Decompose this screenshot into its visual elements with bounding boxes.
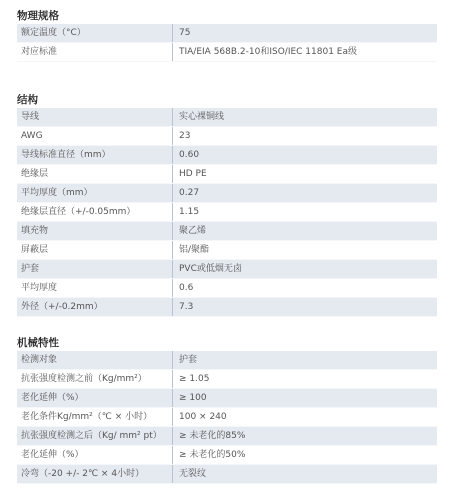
row-label: 检测对象 (17, 351, 173, 370)
row-value: 7.3 (173, 298, 438, 317)
row-label: 护套 (17, 260, 173, 279)
row-value: ≥ 1.05 (173, 370, 438, 389)
row-label: 老化延伸（%） (17, 389, 173, 408)
row-value: 0.60 (173, 146, 438, 165)
row-value: 无裂纹 (173, 465, 438, 484)
section-structure (17, 92, 437, 317)
table-row (17, 427, 437, 446)
row-label: 导线 (17, 108, 173, 127)
table-row (17, 43, 437, 62)
row-label: 绝缘层 (17, 165, 173, 184)
table-row (17, 446, 437, 465)
row-label: 对应标准 (17, 43, 173, 62)
row-value: 75 (173, 24, 438, 43)
row-value: 0.27 (173, 184, 438, 203)
table-row (17, 351, 437, 370)
row-value: TIA/EIA 568B.2-10和ISO/IEC 11801 Ea级 (173, 43, 438, 62)
row-value: HD PE (173, 165, 438, 184)
table-row (17, 389, 437, 408)
table-row (17, 184, 437, 203)
section-title: 机械特性 (17, 337, 59, 349)
row-value: 护套 (173, 351, 438, 370)
row-value: ≥ 未老化的50% (173, 446, 438, 465)
section-physical-specs (17, 8, 437, 62)
row-value: 铝/聚酯 (173, 241, 438, 260)
row-label: 额定温度（°C） (17, 24, 173, 43)
structure-table (17, 108, 437, 317)
row-value: ≥ 100 (173, 389, 438, 408)
row-label: 抗张强度检测之前（Kg/mm²） (17, 370, 173, 389)
row-label: 老化条件Kg/mm²（℃ × 小时） (17, 408, 173, 427)
table-row (17, 370, 437, 389)
section-title: 物理规格 (17, 10, 59, 22)
table-row (17, 241, 437, 260)
row-label: 导线标准直径（mm） (17, 146, 173, 165)
row-label: 冷弯（-20 +/- 2℃ × 4小时） (17, 465, 173, 484)
section-title: 结构 (17, 94, 38, 106)
table-row (17, 260, 437, 279)
row-value: 1.15 (173, 203, 438, 222)
row-label: 屏蔽层 (17, 241, 173, 260)
row-value: ≥ 未老化的85% (173, 427, 438, 446)
table-row (17, 298, 437, 317)
row-label: 外径（+/-0.2mm） (17, 298, 173, 317)
table-row (17, 408, 437, 427)
row-value: 100 × 240 (173, 408, 438, 427)
table-row (17, 222, 437, 241)
row-label: 老化延伸（%） (17, 446, 173, 465)
table-row (17, 146, 437, 165)
row-label: 平均厚度 (17, 279, 173, 298)
row-value: 实心裸铜线 (173, 108, 438, 127)
row-value: 聚乙烯 (173, 222, 438, 241)
row-label: 绝缘层直径（+/-0.05mm） (17, 203, 173, 222)
row-label: 抗张强度检测之后（Kg/ mm² pt） (17, 427, 173, 446)
section-mechanical-properties (17, 335, 437, 484)
row-label: AWG (17, 127, 173, 146)
table-row (17, 127, 437, 146)
row-label: 填充物 (17, 222, 173, 241)
row-value: 0.6 (173, 279, 438, 298)
table-row (17, 165, 437, 184)
table-row (17, 465, 437, 484)
mechanical-properties-table (17, 351, 437, 484)
table-row (17, 108, 437, 127)
table-row (17, 203, 437, 222)
row-label: 平均厚度（mm） (17, 184, 173, 203)
row-value: 23 (173, 127, 438, 146)
physical-specs-table (17, 24, 437, 62)
table-row (17, 24, 437, 43)
row-value: PVC或低烟无卤 (173, 260, 438, 279)
table-row (17, 279, 437, 298)
